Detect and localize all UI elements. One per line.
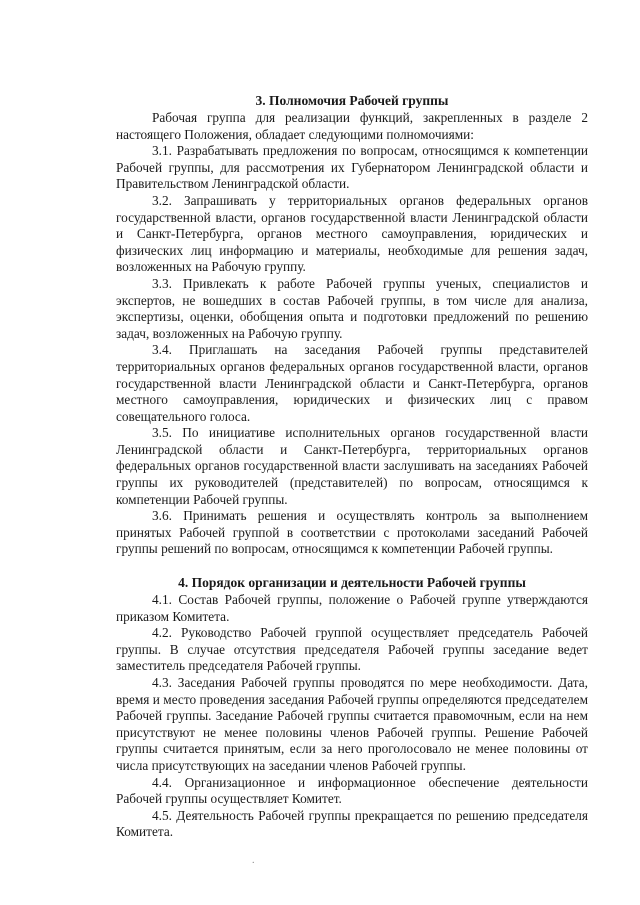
scan-mark: . (252, 855, 255, 866)
clause-4-2: 4.2. Руководство Рабочей группой осуществляет председатель Рабочей группы. В случае отсутствия председателя Рабочей группы заседание ведет заместитель председателя Рабочей группы. (116, 625, 588, 674)
section-4-title: 4. Порядок организации и деятельности Рабочей группы (178, 575, 526, 591)
clause-4-1: 4.1. Состав Рабочей группы, положение о Рабочей группе утверждаются приказом Комитета. (116, 592, 588, 624)
clause-4-4: 4.4. Организационное и информационное обеспечение деятельности Рабочей группы осуществляет Комитет. (116, 774, 588, 807)
clause-4-3: 4.3. Заседания Рабочей группы проводятся по мере необходимости. Дата, время и место проведения заседания Рабочей группы определяются председателем Рабочей группы. Заседание Рабочей группы считается правомочным, если на нем присутствуют не менее половины членов Рабочей группы. Решение Рабочей группы считается принятым, если за него проголосовало не менее половины от числа присутствующих на заседании членов Рабочей группы. (116, 675, 588, 773)
clause-3-2: 3.2. Запрашивать у территориальных органов федеральных органов государственной власти, органов государственной власти Ленинградской области и Санкт-Петербурга, органов местного самоуправления, юридических и физических лиц информацию и материалы, необходимые для решения задач, возложенных на Рабочую группу. (116, 192, 588, 275)
section-3-title: 3. Полномочия Рабочей группы (255, 93, 449, 108)
section-3-intro: Рабочая группа для реализации функций, закрепленных в разделе 2 настоящего Положения, обладает следующими полномочиями: (116, 110, 588, 142)
clause-3-5: 3.5. По инициативе исполнительных органов государственной власти Ленинградской области и Санкт-Петербурга, территориальных органов федеральных органов государственной власти заслушивать на заседаниях Рабочей группы их руководителей (представителей) по вопросам, относящимся к компетенции Рабочей группы. (116, 425, 588, 507)
clause-3-1: 3.1. Разрабатывать предложения по вопросам, относящимся к компетенции Рабочей группы, для рассмотрения их Губернатором Ленинградской области и Правительством Ленинградской области. (116, 143, 588, 192)
clause-4-5: 4.5. Деятельность Рабочей группы прекращается по решению председателя Комитета. (116, 807, 588, 840)
section-3-powers (116, 92, 588, 558)
clause-3-6: 3.6. Принимать решения и осуществлять контроль за выполнением принятых Рабочей группой в соответствии с протоколами заседаний Рабочей группы решений по вопросам, относящимся к компетенции Рабочей группы. (116, 508, 588, 557)
clause-3-3: 3.3. Привлекать к работе Рабочей группы ученых, специалистов и экспертов, не вошедших в состав Рабочей группы, в том числе для анализа, экспертизы, оценки, обобщения опыта и подготовки предложений по решению задач, возложенных на Рабочую группу. (116, 275, 588, 341)
clause-3-4: 3.4. Приглашать на заседания Рабочей группы представителей территориальных органов федеральных органов государственной власти, органов государственной власти Ленинградской области и Санкт-Петербурга, органов местного самоуправления, юридических и физических лиц с правом совещательного голоса. (116, 342, 588, 424)
section-4-organization (116, 574, 588, 841)
